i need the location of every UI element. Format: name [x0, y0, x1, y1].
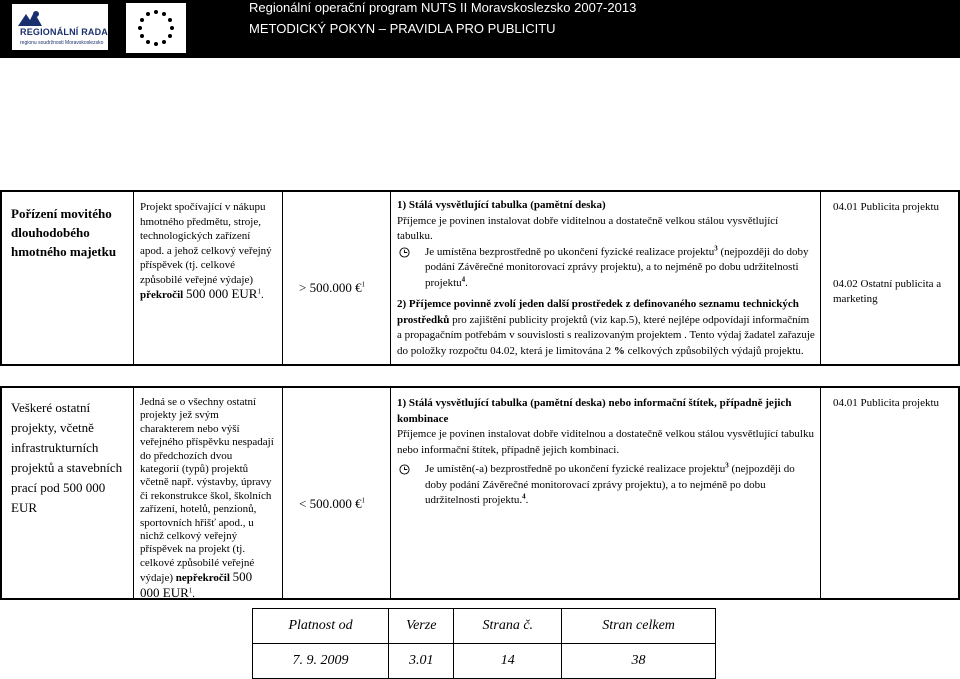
regional-council-logo [12, 4, 108, 50]
footer-header-version: Verze [389, 609, 454, 644]
budget-cell: 04.01 Publicita projektu 04.02 Ostatní publicita a marketing [833, 201, 942, 305]
guideline-subtitle: METODICKÝ POKYN – PRAVIDLA PRO PUBLICITU [249, 21, 556, 36]
regional-council-emblem-icon [16, 8, 44, 28]
rules-cell: 1) Stálá vysvětlující tabulka (pamětní deska) Příjemce je povinen instalovat dobře viditelnou a dostatečně velkou stálou vysvětlující tabulku. Je umístěna bezprostředně po ukončení fyzické realizace projektu$^3$ (nejpozději do doby podání Závěrečné monitorovací zprávy projektu), a to nejméně po dobu udržitelnosti projektu$^4$. 2) Příjemce povinně zvolí jeden další prostředek z definovaného seznamu technických prostředků pro zajištění publicity projektů (viz kap.5), které nejlépe odpovídají informačním a propagačním potřebám v souvislosti s realizovaným projektem . Tento výdaj žadatel zařazuje do položky rozpočtu 04.02, která je limitována 2 % celkových způsobilých výdajů projektu. [397, 199, 815, 357]
program-title: Regionální operační program NUTS II Moravskoslezsko 2007-2013 [249, 0, 637, 15]
budget-cell: 04.01 Publicita projektu [833, 397, 940, 409]
threshold-cell: < 500.000 €$^1$ [299, 496, 366, 511]
document-footer [252, 608, 716, 679]
table-row [0, 190, 960, 366]
footer-total-pages: 38 [562, 644, 716, 679]
threshold-cell: > 500.000 €$^1$ [299, 280, 366, 295]
clock-icon [399, 464, 410, 475]
description-cell: Jedná se o všechny ostatní projekty jež svým charakterem nebo výší veřejného příspěvku nespadají do předchozích dvou kategorií (typů) projektů včetně např. výstavby, úpravy či rekonstrukce škol, školních zařízení, hotelů, penzionů, sportovních hřišť apod., u nichž celkový veřejný příspěvek na projekt (tj. celkové způsobilé veřejné výdaje) nepřekročil 500 000 EUR$^1$. [140, 396, 274, 598]
footer-header-valid-from: Platnost od [253, 609, 389, 644]
footer-header-page: Strana č. [454, 609, 562, 644]
rules-cell: 1) Stálá vysvětlující tabulka (pamětní deska) nebo informační štítek, případně jejich kombinace Příjemce je povinen instalovat dobře viditelnou a dostatečně velkou stálou vysvětlující tabulku nebo informační štítek, případně jejich kombinaci. Je umístěn(-a) bezprostředně po ukončení fyzické realizace projektu$^3$ (nejpozději do doby podání Závěrečné monitorovací zprávy projektu), a to nejméně po dobu udržitelnosti projektu.$^4$. [397, 397, 814, 506]
footer-header-total-pages: Stran celkem [562, 609, 716, 644]
document-header [0, 0, 960, 58]
description-cell: Projekt spočívající v nákupu hmotného předmětu, stroje, technologických zařízení apod. a jehož celkový veřejný příspěvek (tj. celkové způsobilé veřejné výdaje) překročil 500 000 EUR$^1$. [140, 201, 272, 301]
logo-subtitle: regionu soudržnosti Moravskoslezsko [20, 40, 104, 46]
footer-page: 14 [454, 644, 562, 679]
footer-valid-from: 7. 9. 2009 [253, 644, 389, 679]
clock-icon [399, 247, 410, 258]
category-cell: Pořízení movitého dlouhodobého hmotného majetku [11, 206, 117, 259]
logo-title: REGIONÁLNÍ RADA [20, 27, 108, 37]
footer-version: 3.01 [389, 644, 454, 679]
category-cell: Veškeré ostatní projekty, včetně infrastrukturních projektů a stavebních prací pod 500 000 EUR [11, 400, 123, 515]
table-row [0, 386, 960, 600]
eu-flag-icon [126, 3, 186, 53]
